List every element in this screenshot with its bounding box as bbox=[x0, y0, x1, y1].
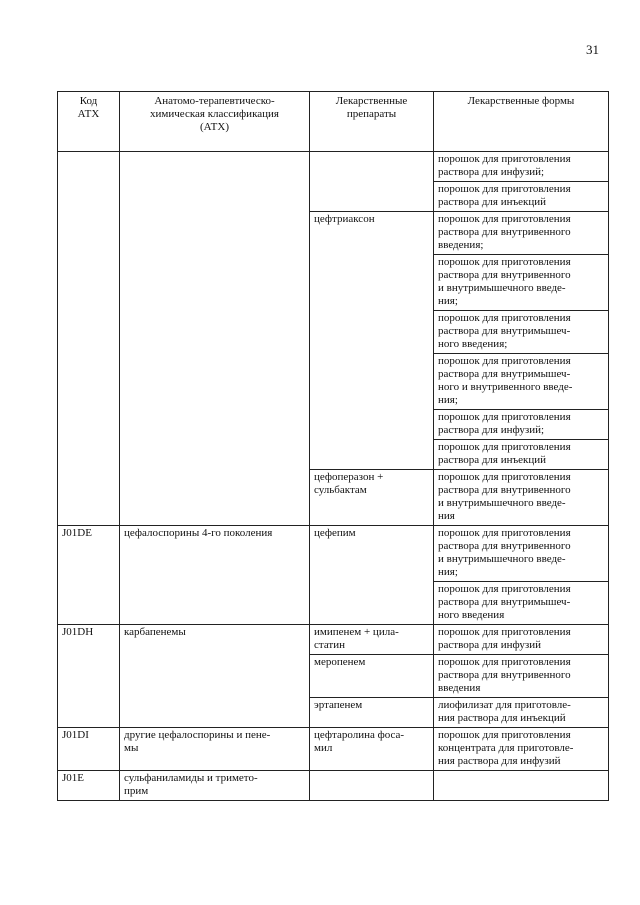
dosage-form-item: порошок для приготовления раствора для инфузий bbox=[438, 626, 571, 651]
atx-code-cell: J01DH bbox=[58, 625, 120, 728]
header-forms: Лекарственные формы bbox=[434, 92, 609, 152]
drug-cell: цефтаролина фоса- мил bbox=[310, 728, 434, 771]
dosage-form-item bbox=[434, 771, 608, 774]
atx-code-cell bbox=[58, 152, 120, 526]
header-drugs: Лекарственные препараты bbox=[310, 92, 434, 152]
dosage-form-item: порошок для приготовления концентрата для приготовле- ния раствора для инфузий bbox=[438, 729, 574, 767]
drug-cell: цефтриаксон bbox=[310, 212, 434, 470]
drug-cell bbox=[310, 152, 434, 212]
dosage-form-item: порошок для приготовления раствора для внутривенного и внутримышечного введе- ния; bbox=[438, 527, 571, 578]
dosage-form-item: порошок для приготовления раствора для инъекций bbox=[434, 181, 608, 211]
forms-cell bbox=[434, 625, 609, 655]
dosage-form-item: порошок для приготовления раствора для инфузий; bbox=[434, 409, 608, 439]
atx-code-cell: J01DI bbox=[58, 728, 120, 771]
classification-cell: цефалоспорины 4-го поколения bbox=[120, 526, 310, 625]
drug-cell: цефоперазон + сульбактам bbox=[310, 470, 434, 526]
classification-cell bbox=[120, 152, 310, 526]
dosage-form-item: лиофилизат для приготовле- ния раствора для инъекций bbox=[438, 699, 571, 724]
dosage-form-item: порошок для приготовления раствора для внутримышеч- ного введения bbox=[434, 581, 608, 624]
header-classification: Анатомо-терапевтическо- химическая классификация (АТХ) bbox=[120, 92, 310, 152]
dosage-form-item: порошок для приготовления раствора для внутривенного и внутримышечного введе- ния; bbox=[434, 254, 608, 310]
classification-cell: другие цефалоспорины и пене- мы bbox=[120, 728, 310, 771]
drug-cell: имипенем + цила- статин bbox=[310, 625, 434, 655]
table-header-row bbox=[58, 92, 609, 152]
dosage-form-item: порошок для приготовления раствора для инъекций bbox=[434, 439, 608, 469]
table-row bbox=[58, 728, 609, 771]
forms-cell bbox=[434, 728, 609, 771]
page-number: 31 bbox=[586, 42, 599, 57]
forms-cell bbox=[434, 470, 609, 526]
table-row bbox=[58, 152, 609, 212]
forms-cell bbox=[434, 771, 609, 801]
drug-cell bbox=[310, 771, 434, 801]
dosage-form-item: порошок для приготовления раствора для внутримышеч- ного введения; bbox=[434, 310, 608, 353]
drug-cell: эртапенем bbox=[310, 698, 434, 728]
forms-cell bbox=[434, 526, 609, 625]
classification-cell: карбапенемы bbox=[120, 625, 310, 728]
dosage-form-item: порошок для приготовления раствора для внутривенного и внутримышечного введе- ния bbox=[438, 471, 571, 522]
table-row bbox=[58, 771, 609, 801]
atx-code-cell: J01E bbox=[58, 771, 120, 801]
atx-table bbox=[57, 91, 609, 801]
drug-cell: цефепим bbox=[310, 526, 434, 625]
forms-cell bbox=[434, 655, 609, 698]
table-row bbox=[58, 526, 609, 625]
dosage-form-item: порошок для приготовления раствора для инфузий; bbox=[438, 153, 571, 178]
classification-cell: сульфаниламиды и тримето- прим bbox=[120, 771, 310, 801]
dosage-form-item: порошок для приготовления раствора для внутривенного введения; bbox=[438, 213, 571, 251]
table-row bbox=[58, 625, 609, 655]
dosage-form-item: порошок для приготовления раствора для внутримышеч- ного и внутривенного введе- ния; bbox=[434, 353, 608, 409]
table-body bbox=[58, 152, 609, 801]
drug-cell: меропенем bbox=[310, 655, 434, 698]
header-code: Код АТХ bbox=[58, 92, 120, 152]
forms-cell bbox=[434, 698, 609, 728]
atx-code-cell: J01DE bbox=[58, 526, 120, 625]
dosage-form-item: порошок для приготовления раствора для внутривенного введения bbox=[438, 656, 571, 694]
forms-cell bbox=[434, 212, 609, 470]
forms-cell bbox=[434, 152, 609, 212]
